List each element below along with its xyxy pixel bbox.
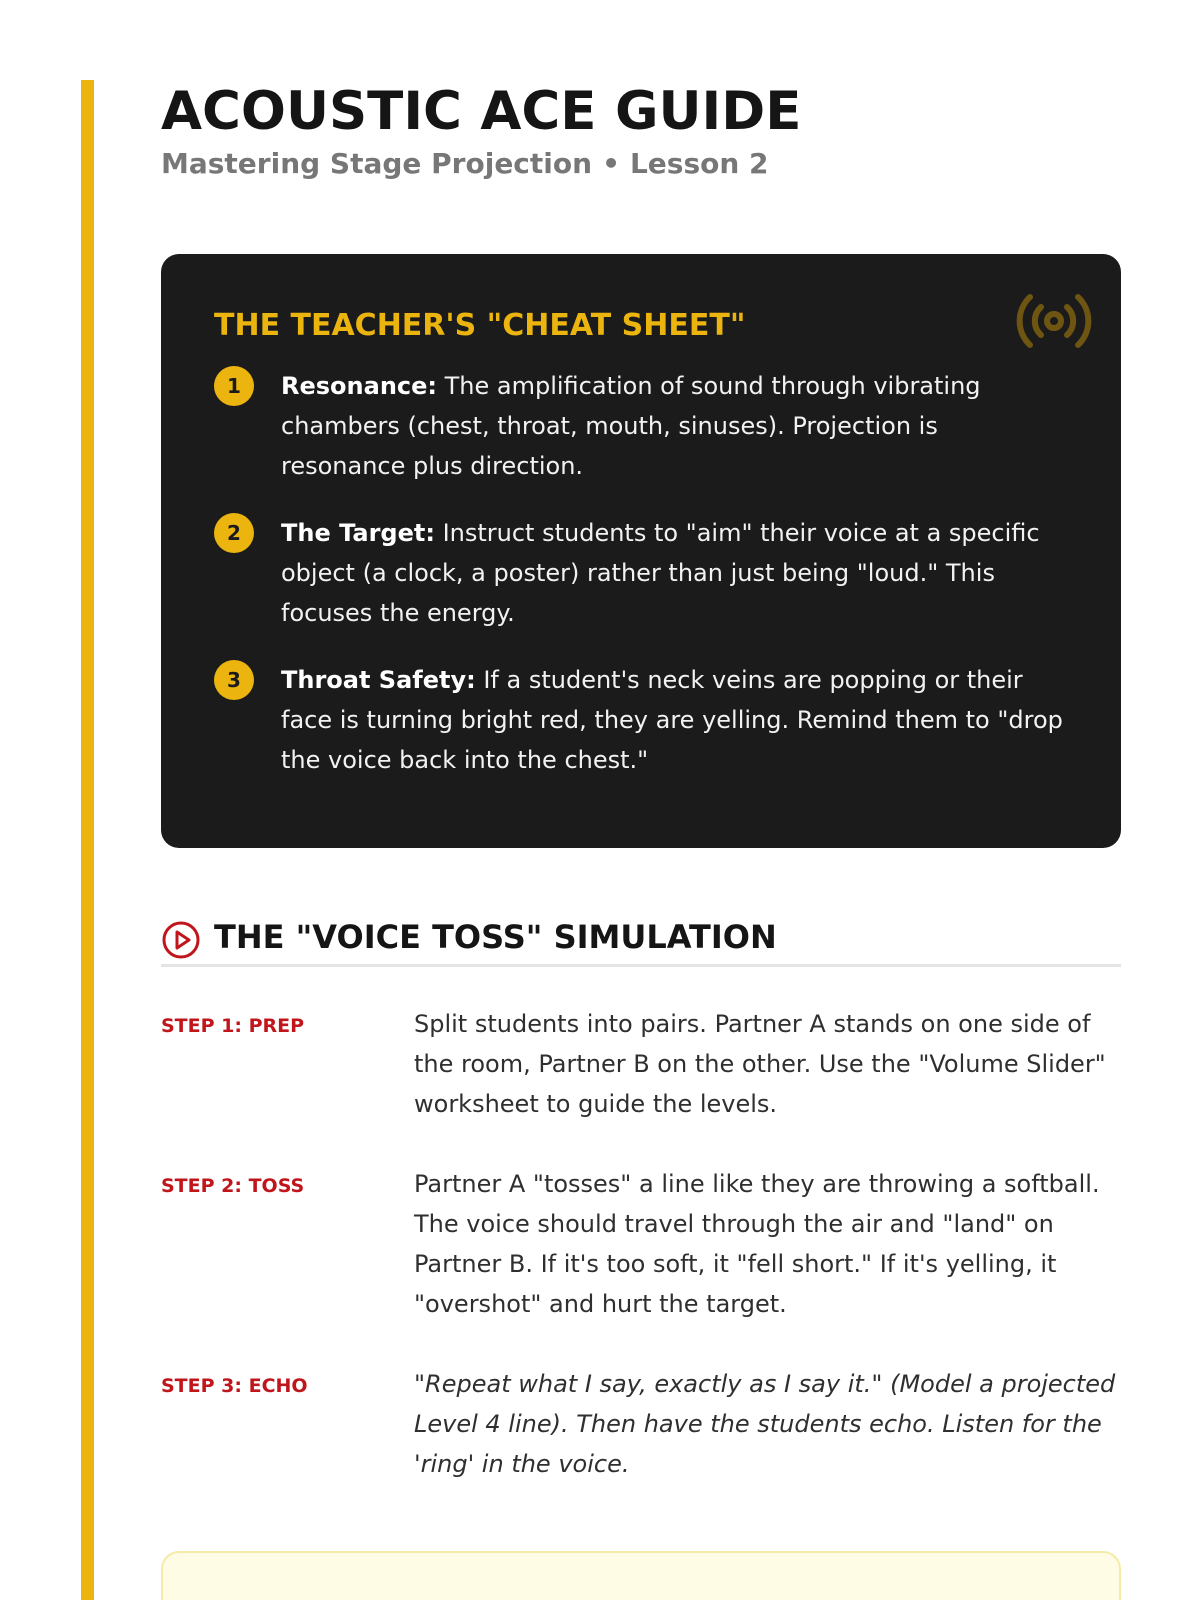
step-text: Split students into pairs. Partner A stands on one side of the room, Partner B on the other. Use the "Volume Slider" worksheet to guide the levels.: [414, 1010, 1106, 1118]
main-content: [161, 80, 1121, 1478]
subtitle-separator: •: [602, 147, 620, 180]
cheat-item-text: The amplification of sound through vibrating chambers (chest, throat, mouth, sinuses). Projection is resonance plus direction.: [281, 372, 981, 480]
cheat-sheet-list: [214, 366, 1069, 780]
cheat-item-text: If a student's neck veins are popping or their face is turning bright red, they are yelling. Remind them to "drop the voice back into the chest.": [281, 666, 1063, 774]
subtitle-lesson: Lesson 2: [629, 147, 769, 180]
simulation-title: THE "VOICE TOSS" SIMULATION: [214, 918, 777, 956]
step-label: STEP 2: TOSS: [161, 1175, 305, 1197]
cheat-item-throat-safety: [214, 660, 1069, 780]
cheat-item-term: The Target:: [281, 519, 435, 547]
note-box: [161, 1551, 1121, 1600]
cheat-item-resonance: [214, 366, 1069, 486]
broadcast-icon: [1015, 290, 1093, 352]
step-echo: [161, 1364, 1121, 1514]
cheat-sheet-panel: [161, 254, 1121, 848]
step-prep: [161, 1004, 1121, 1164]
number-badge: 2: [214, 513, 254, 553]
cheat-item-term: Throat Safety:: [281, 666, 476, 694]
number-badge: 1: [214, 366, 254, 406]
step-label: STEP 1: PREP: [161, 1015, 305, 1037]
page-subtitle: [161, 146, 1121, 182]
play-circle-icon: [161, 920, 201, 960]
simulation-header: [161, 914, 1121, 967]
cheat-item-term: Resonance:: [281, 372, 437, 400]
step-text: Partner A "tosses" a line like they are throwing a softball. The voice should travel through the air and "land" on Partner B. If it's too soft, it "fell short." If it's yelling, it "overshot" and hurt the target.: [414, 1170, 1100, 1318]
subtitle-course: Mastering Stage Projection: [161, 147, 593, 180]
step-toss: [161, 1164, 1121, 1364]
cheat-sheet-title: THE TEACHER'S "CHEAT SHEET": [214, 308, 746, 343]
simulation-steps: [161, 1004, 1121, 1514]
cheat-item-target: [214, 513, 1069, 633]
page-title: ACOUSTIC ACE GUIDE: [161, 81, 802, 142]
step-label: STEP 3: ECHO: [161, 1375, 308, 1397]
cheat-item-text: Instruct students to "aim" their voice at a specific object (a clock, a poster) rather than just being "loud." This focuses the energy.: [281, 519, 1040, 627]
step-text: "Repeat what I say, exactly as I say it." (Model a projected Level 4 line). Then have the students echo. Listen for the 'ring' in the voice.: [414, 1370, 1116, 1478]
number-badge: 3: [214, 660, 254, 700]
accent-bar: [81, 80, 94, 1600]
